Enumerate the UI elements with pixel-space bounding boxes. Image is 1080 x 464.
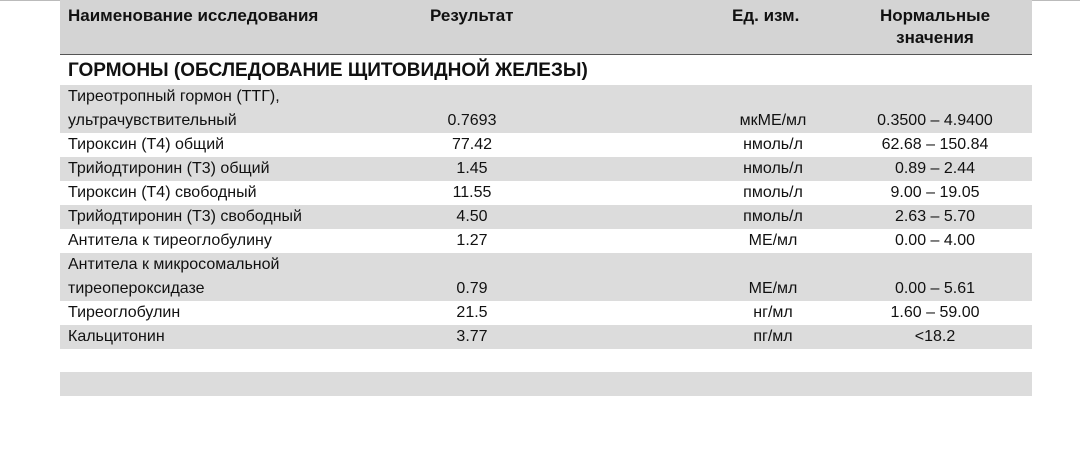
test-normal-range: <18.2 bbox=[914, 328, 956, 345]
test-normal-range: 1.60 – 59.00 bbox=[890, 304, 980, 321]
test-name bbox=[68, 229, 408, 253]
test-result: 11.55 bbox=[452, 184, 492, 201]
test-name-line: Антитела к тиреоглобулину bbox=[68, 232, 272, 249]
header-result: Результат bbox=[430, 6, 514, 25]
table-row bbox=[60, 205, 1032, 229]
test-name-line: Тиреотропный гормон (ТТГ), bbox=[68, 88, 280, 105]
test-unit: нг/мл bbox=[753, 304, 793, 321]
header-unit: Ед. изм. bbox=[732, 6, 800, 25]
test-unit: нмоль/л bbox=[743, 136, 803, 153]
table-row bbox=[60, 325, 1032, 349]
test-normal-range: 0.89 – 2.44 bbox=[894, 160, 976, 177]
test-name bbox=[68, 253, 408, 301]
test-normal-range: 2.63 – 5.70 bbox=[894, 208, 976, 225]
test-name bbox=[68, 181, 408, 205]
test-result: 21.5 bbox=[456, 304, 488, 321]
test-normal-range: 62.68 – 150.84 bbox=[881, 136, 989, 153]
test-normal-range: 0.00 – 5.61 bbox=[894, 280, 976, 297]
test-result: 1.27 bbox=[456, 232, 488, 249]
section-title: ГОРМОНЫ (ОБСЛЕДОВАНИЕ ЩИТОВИДНОЙ ЖЕЛЕЗЫ) bbox=[68, 60, 588, 81]
test-name bbox=[68, 205, 408, 229]
test-name-line: Тироксин (Т4) общий bbox=[68, 136, 225, 153]
test-result: 1.45 bbox=[456, 160, 488, 177]
test-name-line: Трийодтиронин (Т3) общий bbox=[68, 160, 270, 177]
table-row bbox=[60, 133, 1032, 157]
empty-shaded-row bbox=[60, 372, 1032, 396]
table-row bbox=[60, 85, 1032, 133]
test-name bbox=[68, 301, 408, 325]
test-unit: пг/мл bbox=[753, 328, 793, 345]
test-normal-range: 0.3500 – 4.9400 bbox=[877, 112, 993, 129]
test-name-line: тиреопероксидазе bbox=[68, 280, 205, 297]
test-result: 3.77 bbox=[456, 328, 488, 345]
table-row bbox=[60, 301, 1032, 325]
test-normal-range: 9.00 – 19.05 bbox=[890, 184, 980, 201]
test-result: 0.79 bbox=[456, 280, 488, 297]
test-unit: мкМЕ/мл bbox=[739, 112, 807, 129]
test-name bbox=[68, 325, 408, 349]
test-normal-range: 0.00 – 4.00 bbox=[894, 232, 976, 249]
table-row bbox=[60, 181, 1032, 205]
test-result: 0.7693 bbox=[447, 112, 497, 129]
test-unit: пмоль/л bbox=[743, 208, 803, 225]
test-name bbox=[68, 85, 408, 133]
table-row bbox=[60, 229, 1032, 253]
table-row bbox=[60, 253, 1032, 301]
test-unit: МЕ/мл bbox=[748, 280, 798, 297]
test-name-line: Кальцитонин bbox=[68, 328, 165, 345]
test-name-line: Антитела к микросомальной bbox=[68, 256, 280, 273]
test-name-line: ультрачувствительный bbox=[68, 112, 237, 129]
test-name bbox=[68, 133, 408, 157]
header-normal-values-line1: Нормальные bbox=[879, 6, 991, 25]
test-result: 77.42 bbox=[451, 136, 493, 153]
test-unit: МЕ/мл bbox=[748, 232, 798, 249]
test-name-line: Тиреоглобулин bbox=[68, 304, 181, 321]
test-unit: пмоль/л bbox=[743, 184, 803, 201]
table-body bbox=[60, 85, 1032, 349]
test-name-line: Трийодтиронин (Т3) свободный bbox=[68, 208, 302, 225]
table-row bbox=[60, 157, 1032, 181]
test-unit: нмоль/л bbox=[743, 160, 803, 177]
header-test-name: Наименование исследования bbox=[68, 6, 319, 25]
test-name bbox=[68, 157, 408, 181]
header-normal-values-line2: значения bbox=[896, 28, 974, 47]
header-normal-values bbox=[850, 5, 1020, 49]
test-name-line: Тироксин (Т4) свободный bbox=[68, 184, 257, 201]
test-result: 4.50 bbox=[456, 208, 488, 225]
table-header bbox=[60, 0, 1032, 55]
